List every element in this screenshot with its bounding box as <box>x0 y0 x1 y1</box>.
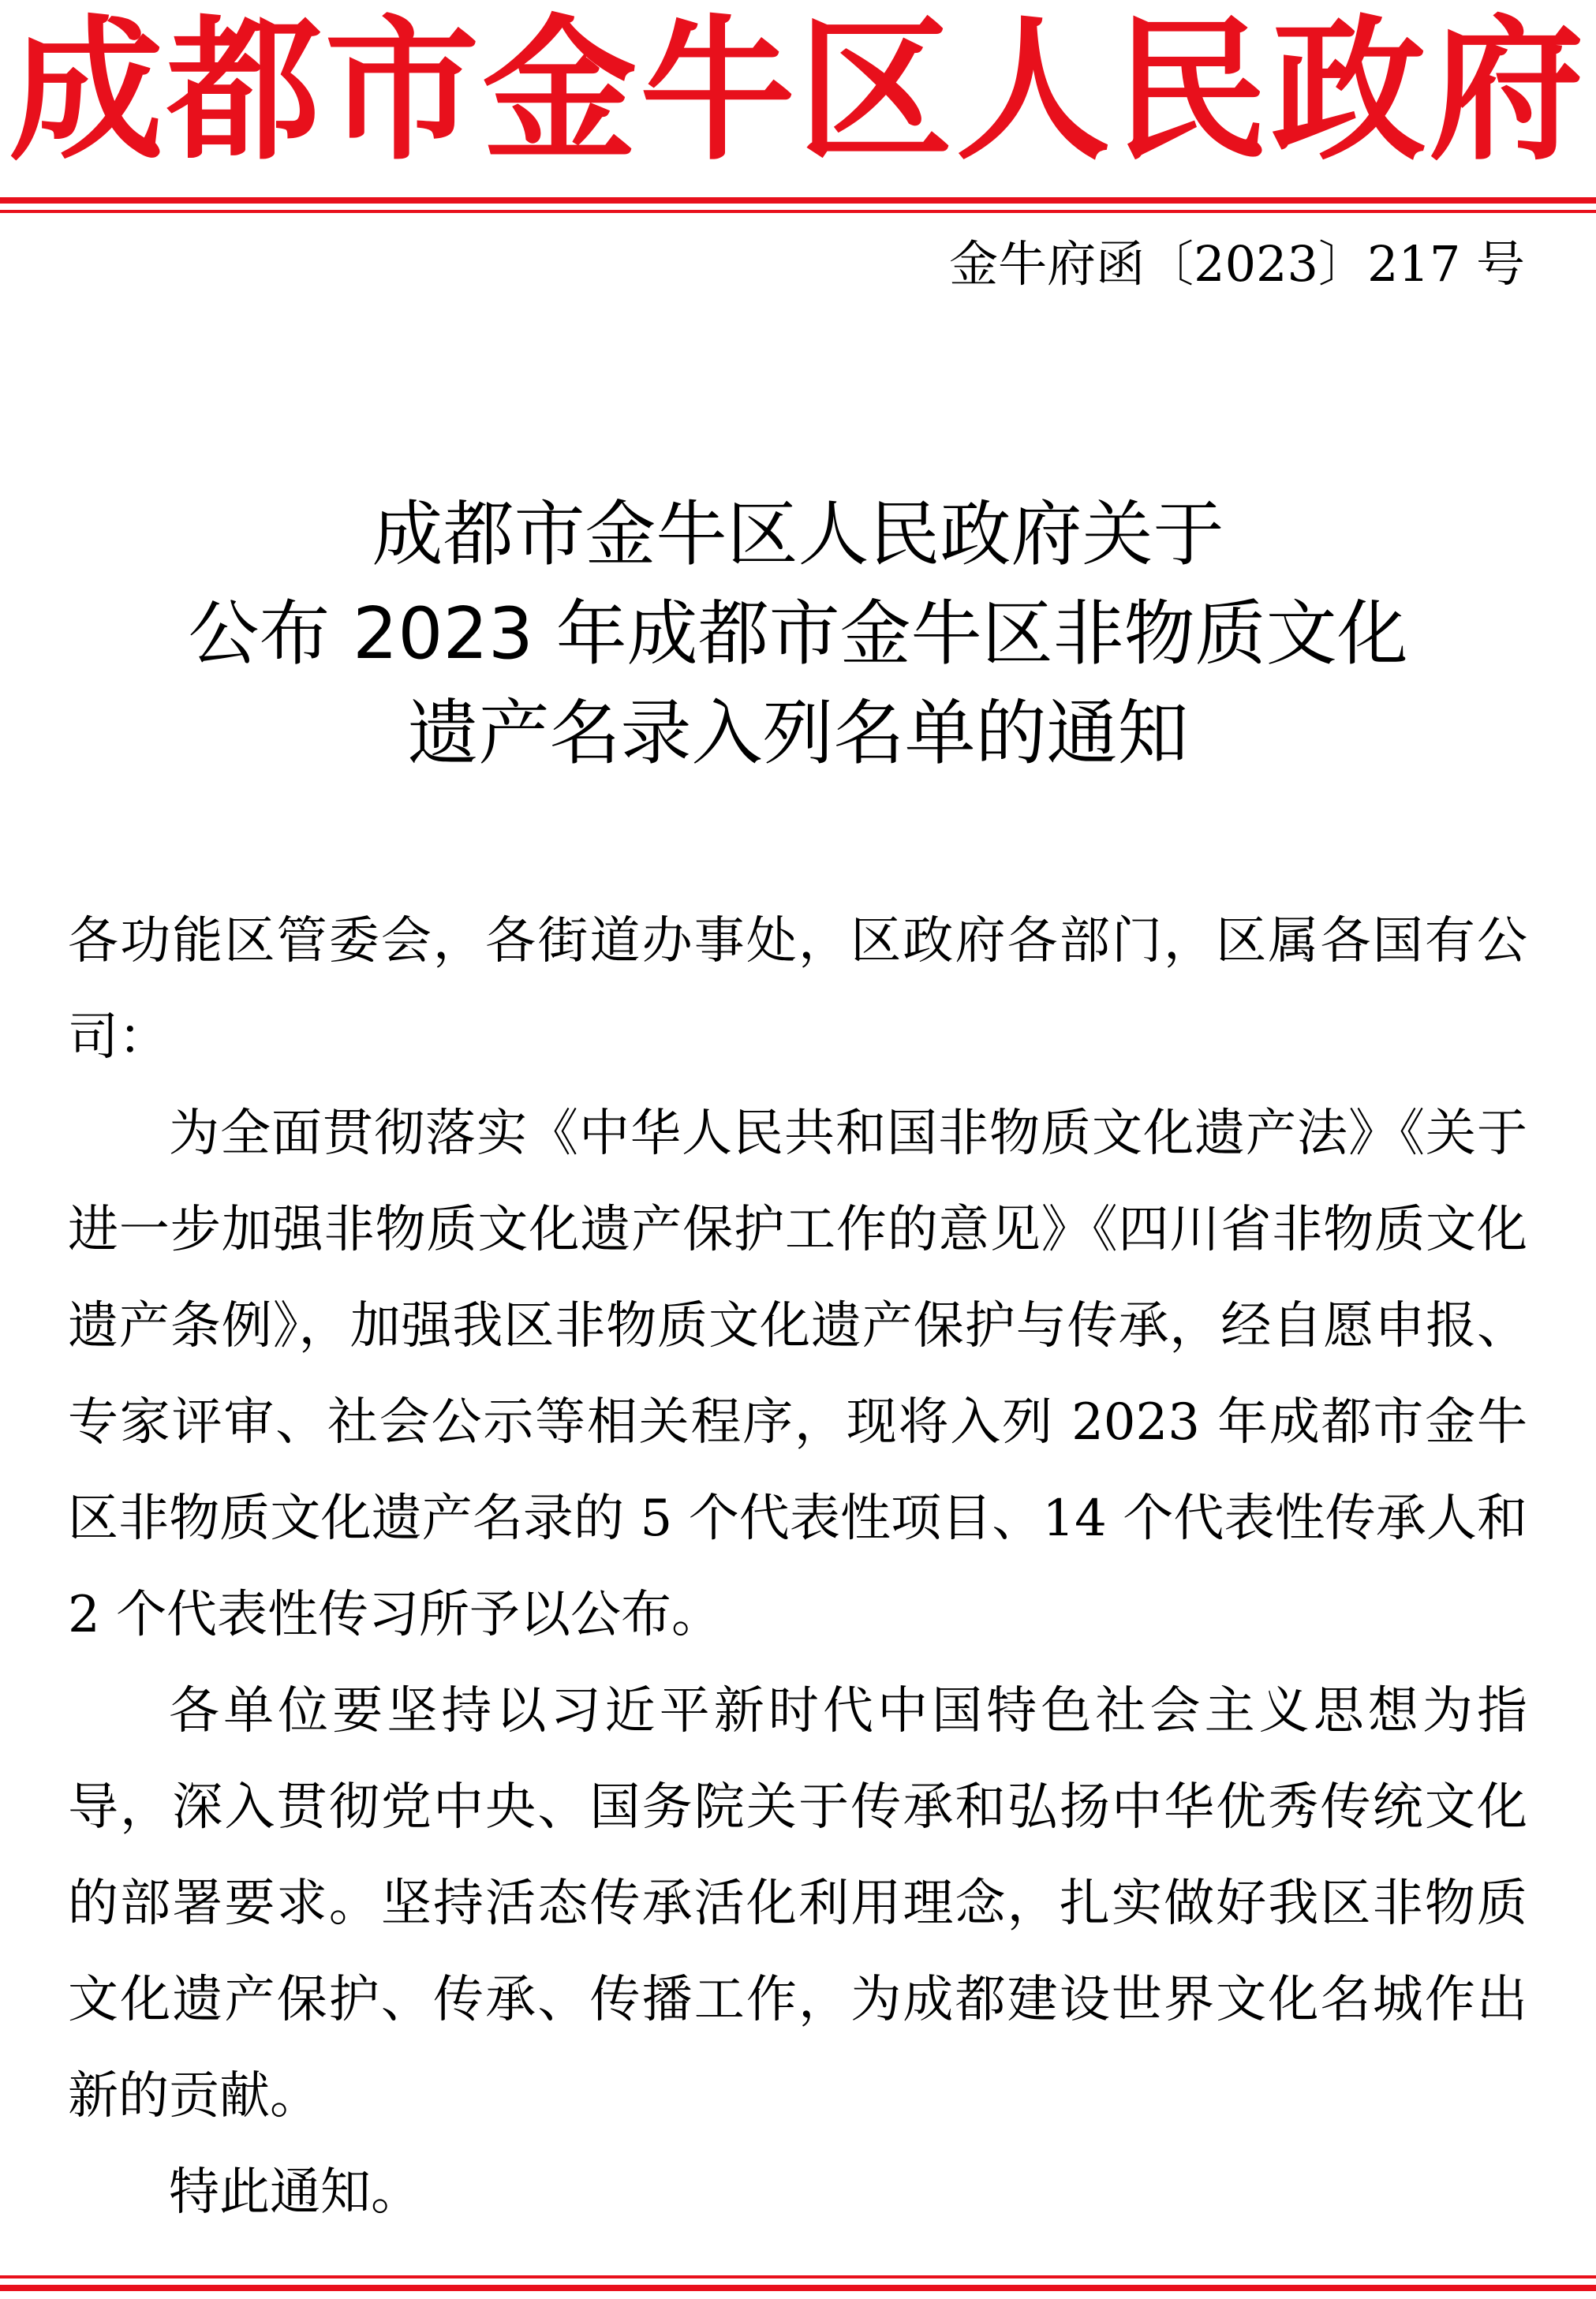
salutation: 各功能区管委会，各街道办事处，区政府各部门，区属各国有公司： <box>68 912 1527 1067</box>
title-line-3: 遗产名录入列名单的通知 <box>407 692 1189 775</box>
document-number: 金牛府函〔2023〕217 号 <box>949 235 1525 293</box>
body-paragraph-1: 为全面贯彻落实《中华人民共和国非物质文化遗产法》《关于进一步加强非物质文化遗产保护工作的意见》《四川省非物质文化遗产条例》，加强我区非物质文化遗产保护与传承，经自愿申报、专家评审、社会公示等相关程序，现将入列 2023 年成都市金牛区非物质文化遗产名录的 5 个代表性项目、14 个代表性传承人和 2 个代表性传习所予以公布。 <box>68 1105 1527 1644</box>
footer-rule-thin <box>0 2275 1596 2278</box>
letterhead-title: 成都市金牛区人民政府 <box>9 0 1587 181</box>
letterhead-rule-thick <box>0 197 1596 204</box>
title-line-1: 成都市金牛区人民政府关于 <box>372 493 1224 576</box>
footer-rule-thick <box>0 2285 1596 2291</box>
title-line-2: 公布 2023 年成都市金牛区非物质文化 <box>188 593 1408 675</box>
closing-line: 特此通知。 <box>169 2163 421 2222</box>
document-body <box>68 893 1527 2241</box>
document-title <box>0 485 1596 783</box>
body-paragraph-2: 各单位要坚持以习近平新时代中国特色社会主义思想为指导，深入贯彻党中央、国务院关于传承和弘扬中华优秀传统文化的部署要求。坚持活态传承活化利用理念，扎实做好我区非物质文化遗产保护、传承、传播工作，为成都建设世界文化名城作出新的贡献。 <box>68 1682 1527 2125</box>
letterhead-rule-thin <box>0 210 1596 213</box>
